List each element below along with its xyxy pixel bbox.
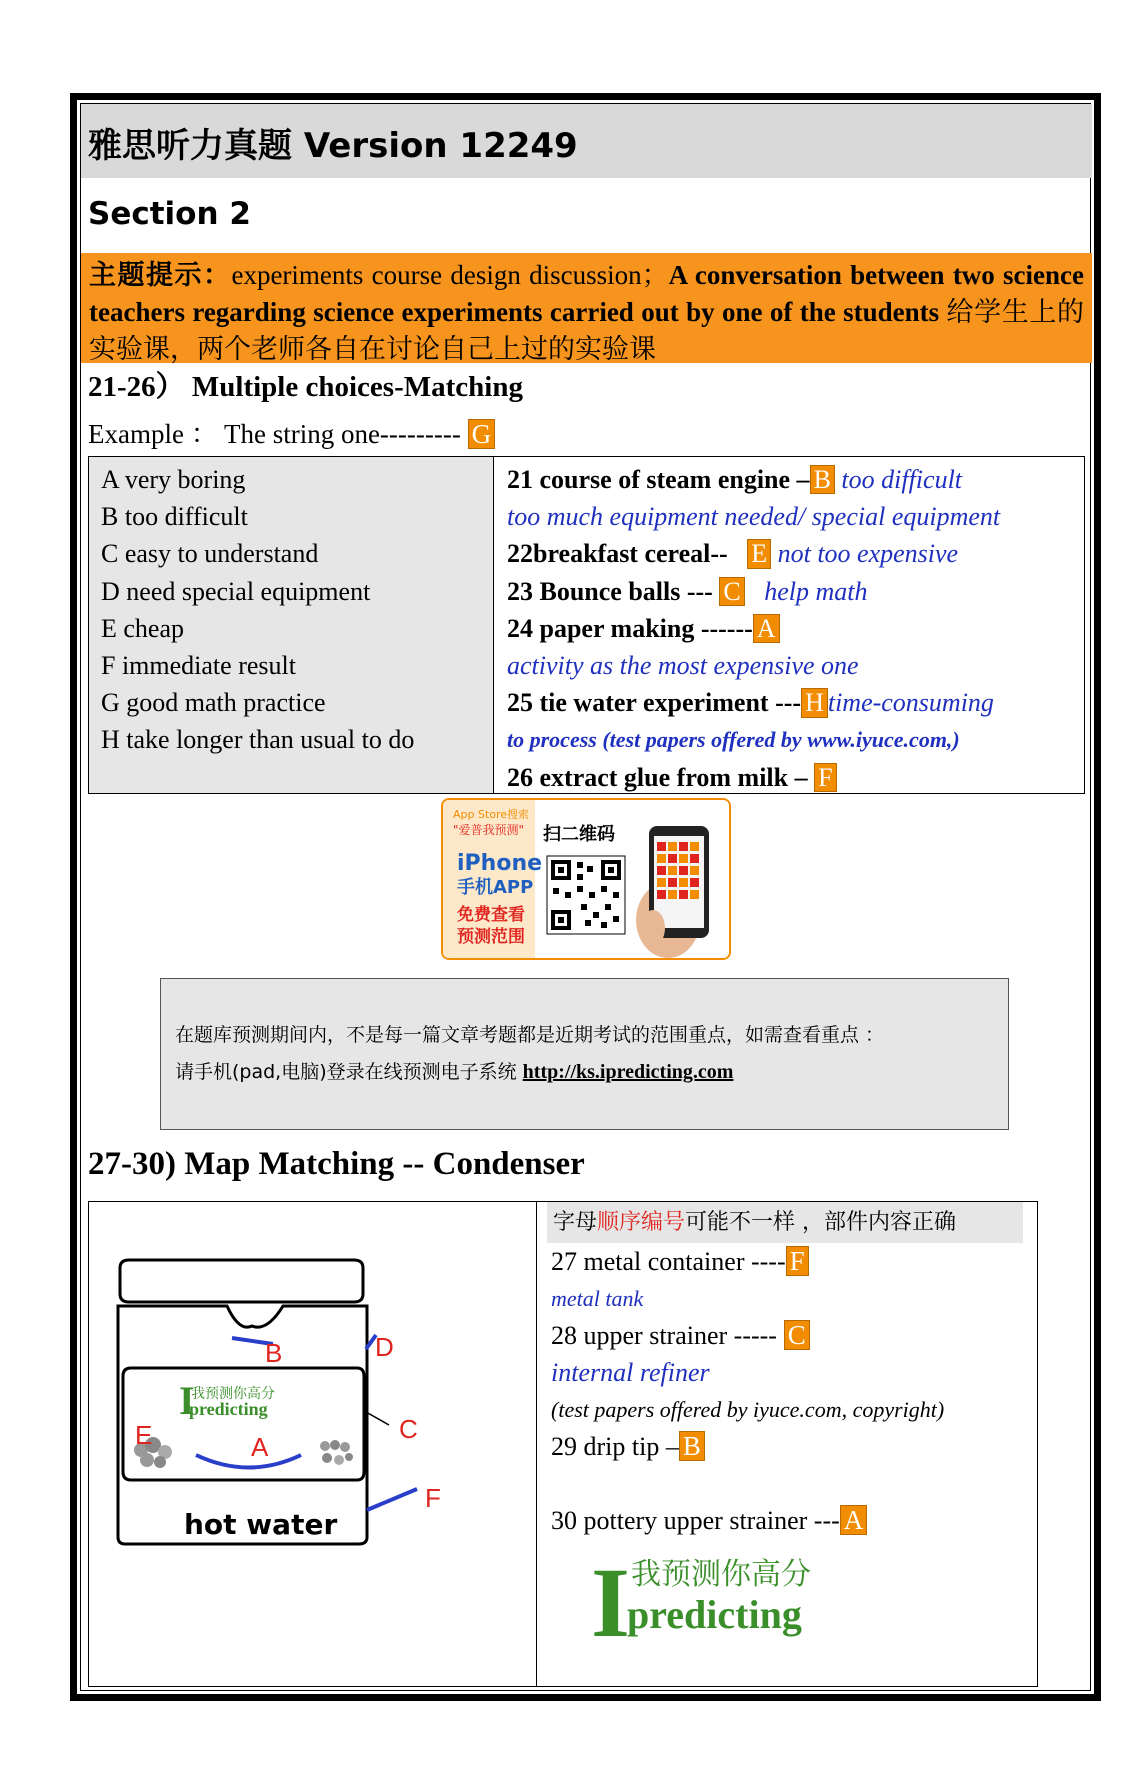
answer-29: B: [679, 1431, 705, 1461]
label-d: D: [375, 1332, 394, 1362]
svg-text:predicting: predicting: [189, 1399, 268, 1419]
particles-right-icon: [320, 1440, 353, 1465]
notice-line-2-text: 请手机(pad,电脑)登录在线预测电子系统: [175, 1061, 523, 1083]
note-28: internal refiner: [551, 1358, 710, 1387]
answer-row-25: [507, 684, 1082, 721]
banner-line5: 免费查看: [457, 905, 525, 925]
options-column: [89, 457, 494, 793]
banner-scan-text: 扫二维码: [543, 824, 615, 845]
option-item: F immediate result: [101, 651, 296, 681]
answer-row-28: [551, 1317, 1031, 1354]
part2-heading: 27-30) Map Matching -- Condenser: [88, 1146, 585, 1182]
answer-row-29: [551, 1428, 1031, 1465]
banner-line1: App Store搜索: [453, 808, 530, 821]
banner-line4: 手机APP: [457, 877, 534, 898]
notice-box: [160, 978, 1009, 1130]
topic-text-2: A conversation between two science teachers regarding science experiments carried out by one of the students: [89, 260, 1085, 327]
label-b: B: [265, 1338, 283, 1368]
option-item: E cheap: [101, 613, 185, 643]
page-title: 雅思听力真题 Version 12249: [88, 126, 578, 166]
answer-25: H: [801, 688, 828, 717]
map-matching-table: [88, 1201, 1038, 1687]
app-download-banner[interactable]: [441, 798, 731, 960]
condenser-diagram: [89, 1202, 537, 1686]
note-25: time-consuming: [827, 688, 994, 718]
topic-text-3: 给学生上的实验课，两个老师各自在讨论自己上过的实验课: [89, 297, 1085, 364]
pointer-c: [366, 1412, 389, 1425]
topic-text-1: experiments course design discussion；: [231, 260, 669, 290]
answer-30: A: [840, 1505, 868, 1535]
question-24: 24 paper making ------: [507, 613, 753, 643]
example-line: [88, 412, 495, 451]
pointer-f: [367, 1489, 417, 1510]
banner-line2: "爱普我预测": [453, 823, 525, 837]
note-21b: too much equipment needed/ special equipment: [507, 502, 1001, 532]
note-24: activity as the most expensive one: [507, 651, 859, 681]
qr-code-icon: [547, 856, 625, 934]
answer-row-22: [507, 535, 1082, 572]
svg-text:I: I: [179, 1378, 195, 1423]
banner-line6: 预测范围: [457, 927, 525, 947]
banner-line3: iPhone: [457, 851, 543, 876]
answer-23: C: [719, 577, 744, 606]
question-29: 29 drip tip –: [551, 1432, 679, 1461]
note-22: not too expensive: [777, 539, 959, 569]
option-item: C easy to understand: [101, 539, 319, 569]
part1-heading: 21-26） Multiple choices-Matching: [88, 371, 523, 403]
answer-row-26: [507, 759, 1082, 796]
notice-link[interactable]: http://ks.ipredicting.com: [522, 1061, 734, 1083]
notice-line-1: 在题库预测期间内，不是每一篇文章考题都是近期考试的范围重点，如需查看重点 ：: [175, 1024, 885, 1046]
app-banner-graphic: [443, 800, 731, 960]
note-21: too difficult: [834, 465, 963, 494]
hot-water-label: hot water: [184, 1508, 338, 1541]
option-item: G good math practice: [101, 688, 326, 718]
question-22: 22breakfast cereal--: [507, 539, 728, 569]
svg-text:predicting: predicting: [627, 1592, 802, 1637]
question-23: 23 Bounce balls ---: [507, 576, 713, 606]
answer-22: E: [747, 539, 771, 568]
predicting-logo-small: [179, 1378, 275, 1423]
answer-21: B: [810, 465, 835, 494]
answer-row-24: [507, 610, 1082, 647]
answer-row-23: [507, 573, 1082, 610]
question-21: 21 course of steam engine –: [507, 465, 810, 494]
option-item: D need special equipment: [101, 576, 371, 606]
map-answers-column: [551, 1202, 1031, 1644]
label-e: E: [135, 1420, 153, 1450]
question-30: 30 pottery upper strainer ---: [551, 1506, 840, 1535]
note-27: metal tank: [551, 1286, 644, 1311]
answer-row-21: [507, 461, 1082, 498]
label-f: F: [425, 1483, 441, 1513]
predicting-logo: [591, 1544, 831, 1644]
condenser-diagram-graphic: [89, 1202, 537, 1688]
option-item: B too difficult: [101, 502, 248, 532]
answer-24: A: [753, 614, 780, 643]
svg-text:我预测你高分: 我预测你高分: [191, 1386, 275, 1402]
svg-text:我预测你高分: 我预测你高分: [631, 1557, 811, 1592]
note-25b: to process (test papers offered by www.iyuce.com,): [507, 727, 960, 753]
option-item: A very boring: [101, 465, 246, 494]
topic-hint-box: [81, 253, 1092, 363]
question-26: 26 extract glue from milk –: [507, 762, 808, 792]
question-25: 25 tie water experiment ---: [507, 688, 802, 718]
answer-28: C: [784, 1320, 810, 1350]
answers-column: [507, 461, 1082, 796]
answer-27: F: [786, 1246, 809, 1276]
topic-prefix: 主题提示：: [89, 260, 232, 290]
svg-text:I: I: [591, 1547, 630, 1644]
question-28: 28 upper strainer -----: [551, 1321, 777, 1350]
strainer-curve: [196, 1455, 301, 1468]
answer-row-27: [551, 1243, 1031, 1280]
answer-26: F: [814, 763, 836, 792]
lid-shape: [120, 1260, 363, 1302]
option-item: H take longer than usual to do: [101, 725, 415, 755]
section-heading: Section 2: [88, 196, 251, 232]
label-a: A: [251, 1432, 269, 1462]
copyright-note: (test papers offered by iyuce.com, copyright): [551, 1397, 945, 1422]
notice-line-2: [175, 1054, 994, 1091]
order-note: 字母顺序编号可能不一样 ，部件内容正确: [547, 1202, 1023, 1243]
matching-table: [88, 456, 1085, 794]
example-text: Example ： The string one---------: [88, 419, 461, 449]
note-23: help math: [764, 576, 868, 606]
question-27: 27 metal container ----: [551, 1247, 786, 1276]
label-c: C: [399, 1414, 418, 1444]
example-answer: G: [468, 419, 496, 449]
answer-row-30: [551, 1502, 1031, 1539]
